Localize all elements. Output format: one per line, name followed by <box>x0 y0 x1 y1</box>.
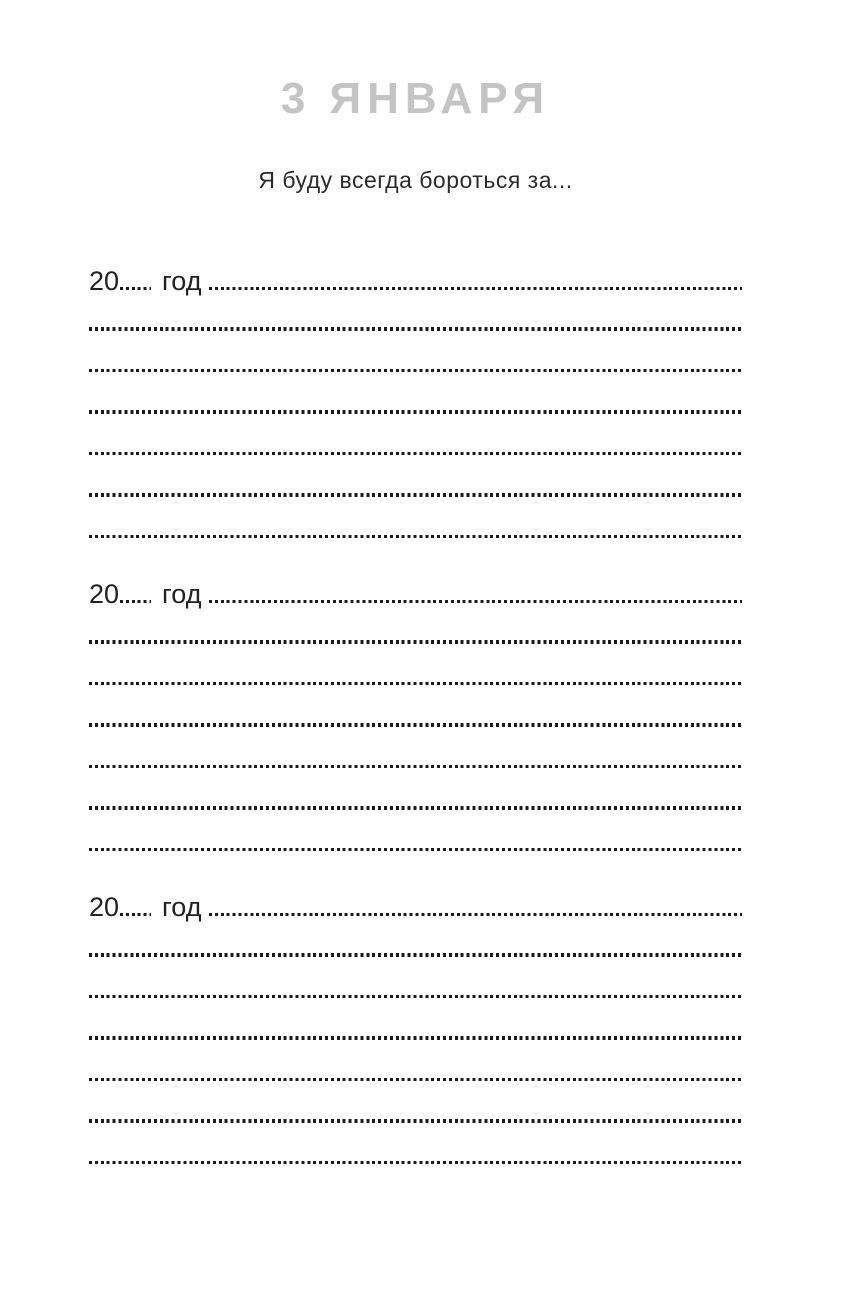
writing-line <box>89 535 742 539</box>
writing-line <box>89 452 742 456</box>
year-blank-field <box>120 913 151 917</box>
entry-section-1 <box>89 268 742 538</box>
writing-lines <box>89 640 742 851</box>
prompt-text: Я буду всегда бороться за... <box>258 166 573 193</box>
writing-line <box>89 1078 742 1082</box>
writing-line <box>89 410 742 414</box>
writing-line <box>89 995 742 999</box>
writing-line <box>89 1119 742 1123</box>
entry-first-writing-line <box>209 600 742 604</box>
year-blank-field <box>120 287 151 291</box>
year-blank-field <box>120 600 151 604</box>
writing-line <box>89 369 742 373</box>
year-label: год <box>162 892 202 923</box>
writing-line <box>89 765 742 769</box>
year-prefix: 20 <box>89 266 120 297</box>
year-row <box>89 894 742 921</box>
writing-lines <box>89 327 742 538</box>
entry-first-writing-line <box>209 287 742 291</box>
page-content <box>0 74 862 1164</box>
writing-line <box>89 1036 742 1040</box>
writing-line <box>89 1161 742 1165</box>
year-row <box>89 268 742 295</box>
writing-line <box>89 640 742 644</box>
entry-section-2 <box>89 581 742 851</box>
writing-line <box>89 723 742 727</box>
writing-line <box>89 953 742 957</box>
entry-first-writing-line <box>209 913 742 917</box>
writing-line <box>89 682 742 686</box>
year-row <box>89 581 742 608</box>
year-prefix: 20 <box>89 892 120 923</box>
page-title: 3 ЯНВАРЯ <box>280 74 551 123</box>
entry-section-3 <box>89 894 742 1164</box>
year-label: год <box>162 579 202 610</box>
writing-line <box>89 493 742 497</box>
writing-lines <box>89 953 742 1164</box>
writing-line <box>89 327 742 331</box>
year-prefix: 20 <box>89 579 120 610</box>
year-label: год <box>162 266 202 297</box>
writing-line <box>89 848 742 852</box>
writing-line <box>89 806 742 810</box>
